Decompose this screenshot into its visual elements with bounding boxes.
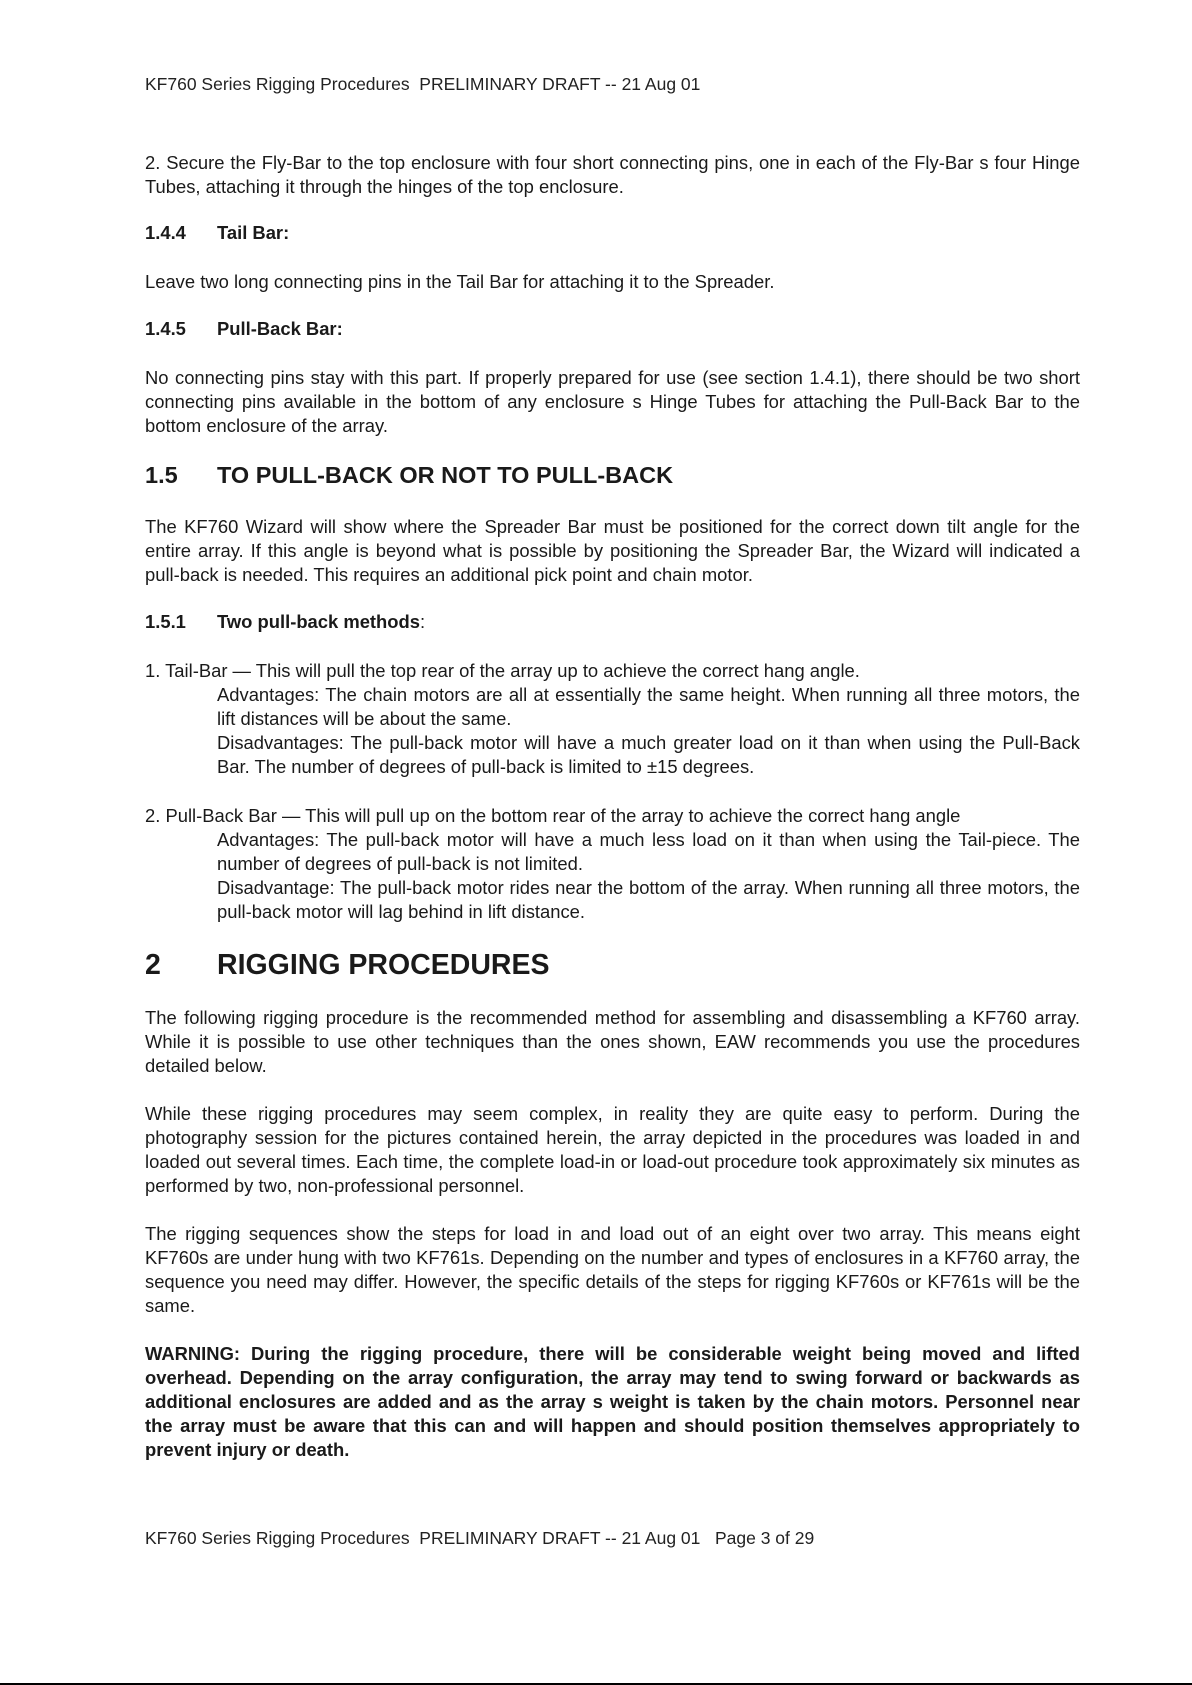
method-2-lead: 2. Pull-Back Bar — This will pull up on the bottom rear of the array to achieve the correct hang angle bbox=[145, 805, 961, 826]
heading-number: 1.4.5 bbox=[145, 318, 186, 339]
paragraph-flybar: 2. Secure the Fly-Bar to the top enclosure with four short connecting pins, one in each of the Fly-Bar s four Hinge Tubes, attaching it through the hinges of the top enclosure. bbox=[145, 152, 1080, 197]
page-header: KF760 Series Rigging Procedures PRELIMINARY DRAFT -- 21 Aug 01 bbox=[145, 74, 701, 94]
heading-1-5-1 bbox=[145, 611, 425, 633]
method-1-lead: 1. Tail-Bar — This will pull the top rear of the array up to achieve the correct hang angle. bbox=[145, 660, 860, 681]
paragraph-easy: While these rigging procedures may seem complex, in reality they are quite easy to perform. During the photography session for the pictures contained herein, the array depicted in the procedures was loaded in and loaded out several times. Each time, the complete load-in or load-out procedure took approximately six minutes as performed by two, non-professional personnel. bbox=[145, 1103, 1080, 1196]
heading-title: Two pull-back methods bbox=[217, 611, 420, 632]
heading-number: 2 bbox=[145, 949, 161, 981]
method-1 bbox=[145, 659, 1080, 779]
heading-number: 1.5.1 bbox=[145, 611, 186, 632]
paragraph-wizard: The KF760 Wizard will show where the Spreader Bar must be positioned for the correct down tilt angle for the entire array. If this angle is beyond what is possible by positioning the Spreader Bar, the Wizard will indicated a pull-back is needed. This requires an additional pick point and chain motor. bbox=[145, 516, 1080, 585]
paragraph-sequences: The rigging sequences show the steps for load in and load out of an eight over two array. This means eight KF760s are under hung with two KF761s. Depending on the number and types of enclosures in a KF760 array, the sequence you need may differ. However, the specific details of the steps for rigging KF760s or KF761s will be the same. bbox=[145, 1223, 1080, 1316]
heading-title: Pull-Back Bar: bbox=[217, 318, 343, 339]
heading-number: 1.4.4 bbox=[145, 222, 186, 243]
page-footer: KF760 Series Rigging Procedures PRELIMINARY DRAFT -- 21 Aug 01 Page 3 of 29 bbox=[145, 1528, 815, 1548]
heading-1-4-4 bbox=[145, 222, 289, 244]
heading-1-5 bbox=[145, 462, 673, 489]
method-1-disadvantages: Disadvantages: The pull-back motor will have a much greater load on it than when using the Pull-Back Bar. The number of degrees of pull-back is limited to ±15 degrees. bbox=[217, 732, 1080, 777]
heading-title: RIGGING PROCEDURES bbox=[217, 949, 550, 981]
heading-number: 1.5 bbox=[145, 462, 178, 488]
heading-2 bbox=[145, 949, 550, 982]
heading-title: TO PULL-BACK OR NOT TO PULL-BACK bbox=[217, 462, 674, 488]
paragraph-recommended: The following rigging procedure is the recommended method for assembling and disassembling a KF760 array. While it is possible to use other techniques than the ones shown, EAW recommends you use the procedures detailed below. bbox=[145, 1007, 1080, 1076]
method-1-advantages: Advantages: The chain motors are all at essentially the same height. When running all three motors, the lift distances will be about the same. bbox=[217, 684, 1080, 729]
heading-colon: : bbox=[420, 611, 426, 632]
method-2 bbox=[145, 804, 1080, 924]
paragraph-tailbar: Leave two long connecting pins in the Tail Bar for attaching it to the Spreader. bbox=[145, 271, 775, 292]
heading-title: Tail Bar: bbox=[217, 222, 290, 243]
method-2-advantages: Advantages: The pull-back motor will have a much less load on it than when using the Tail-piece. The number of degrees of pull-back is not limited. bbox=[217, 829, 1080, 874]
paragraph-warning: WARNING: During the rigging procedure, there will be considerable weight being moved and lifted overhead. Depending on the array configuration, the array may tend to swing forward or backwards as additional enclosures are added and as the array s weight is taken by the chain motors. Personnel near the array must be aware that this can and will happen and should position themselves appropriately to prevent injury or death. bbox=[145, 1343, 1080, 1460]
paragraph-pullback: No connecting pins stay with this part. If properly prepared for use (see section 1.4.1), there should be two short connecting pins available in the bottom of any enclosure s Hinge Tubes for attaching the Pull-Back Bar to the bottom enclosure of the array. bbox=[145, 367, 1080, 436]
heading-1-4-5 bbox=[145, 318, 343, 340]
method-2-disadvantages: Disadvantage: The pull-back motor rides near the bottom of the array. When running all three motors, the pull-back motor will lag behind in lift distance. bbox=[217, 877, 1080, 922]
